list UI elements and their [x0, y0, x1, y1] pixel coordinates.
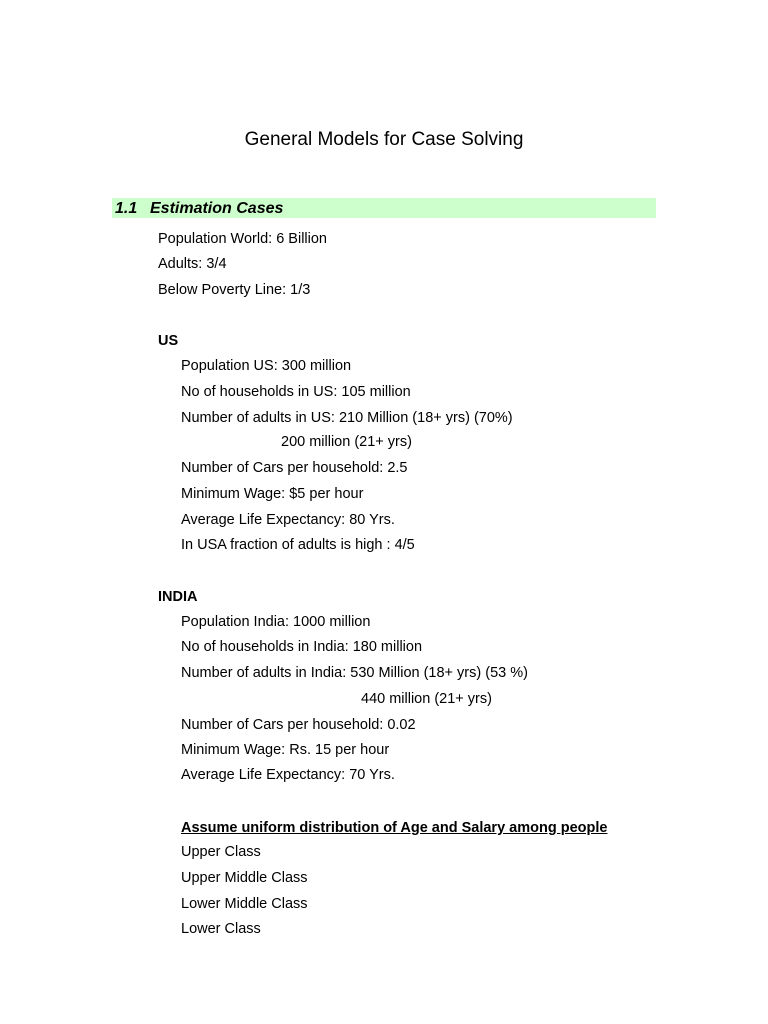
india-wage-line: Minimum Wage: Rs. 15 per hour: [181, 742, 390, 758]
us-wage-line: Minimum Wage: $5 per hour: [181, 486, 364, 502]
us-adults-21-line: 200 million (21+ yrs): [281, 434, 412, 450]
us-cars-line: Number of Cars per household: 2.5: [181, 460, 408, 476]
us-adult-fraction-line: In USA fraction of adults is high : 4/5: [181, 537, 415, 553]
us-adults-line: Number of adults in US: 210 Million (18+ yrs) (70%): [181, 410, 513, 426]
class-upper-middle: Upper Middle Class: [181, 870, 308, 886]
us-life-expectancy-line: Average Life Expectancy: 80 Yrs.: [181, 512, 395, 528]
class-lower-middle: Lower Middle Class: [181, 896, 308, 912]
distribution-heading: Assume uniform distribution of Age and Salary among people: [181, 820, 608, 836]
us-heading: US: [158, 333, 179, 349]
india-adults-21-line: 440 million (21+ yrs): [361, 691, 492, 707]
india-population-line: Population India: 1000 million: [181, 614, 371, 630]
world-poverty-line: Below Poverty Line: 1/3: [158, 282, 311, 298]
india-adults-line: Number of adults in India: 530 Million (18+ yrs) (53 %): [181, 665, 528, 681]
india-heading: INDIA: [158, 589, 198, 605]
india-cars-line: Number of Cars per household: 0.02: [181, 717, 416, 733]
section-number: 1.1: [115, 200, 138, 217]
world-adults-line: Adults: 3/4: [158, 256, 227, 272]
page-title: General Models for Case Solving: [244, 129, 524, 150]
class-lower: Lower Class: [181, 921, 261, 937]
us-population-line: Population US: 300 million: [181, 358, 352, 374]
us-households-line: No of households in US: 105 million: [181, 384, 411, 400]
india-life-expectancy-line: Average Life Expectancy: 70 Yrs.: [181, 767, 395, 783]
india-households-line: No of households in India: 180 million: [181, 639, 423, 655]
section-title: Estimation Cases: [150, 200, 284, 217]
class-upper: Upper Class: [181, 844, 261, 860]
world-population-line: Population World: 6 Billion: [158, 231, 327, 247]
